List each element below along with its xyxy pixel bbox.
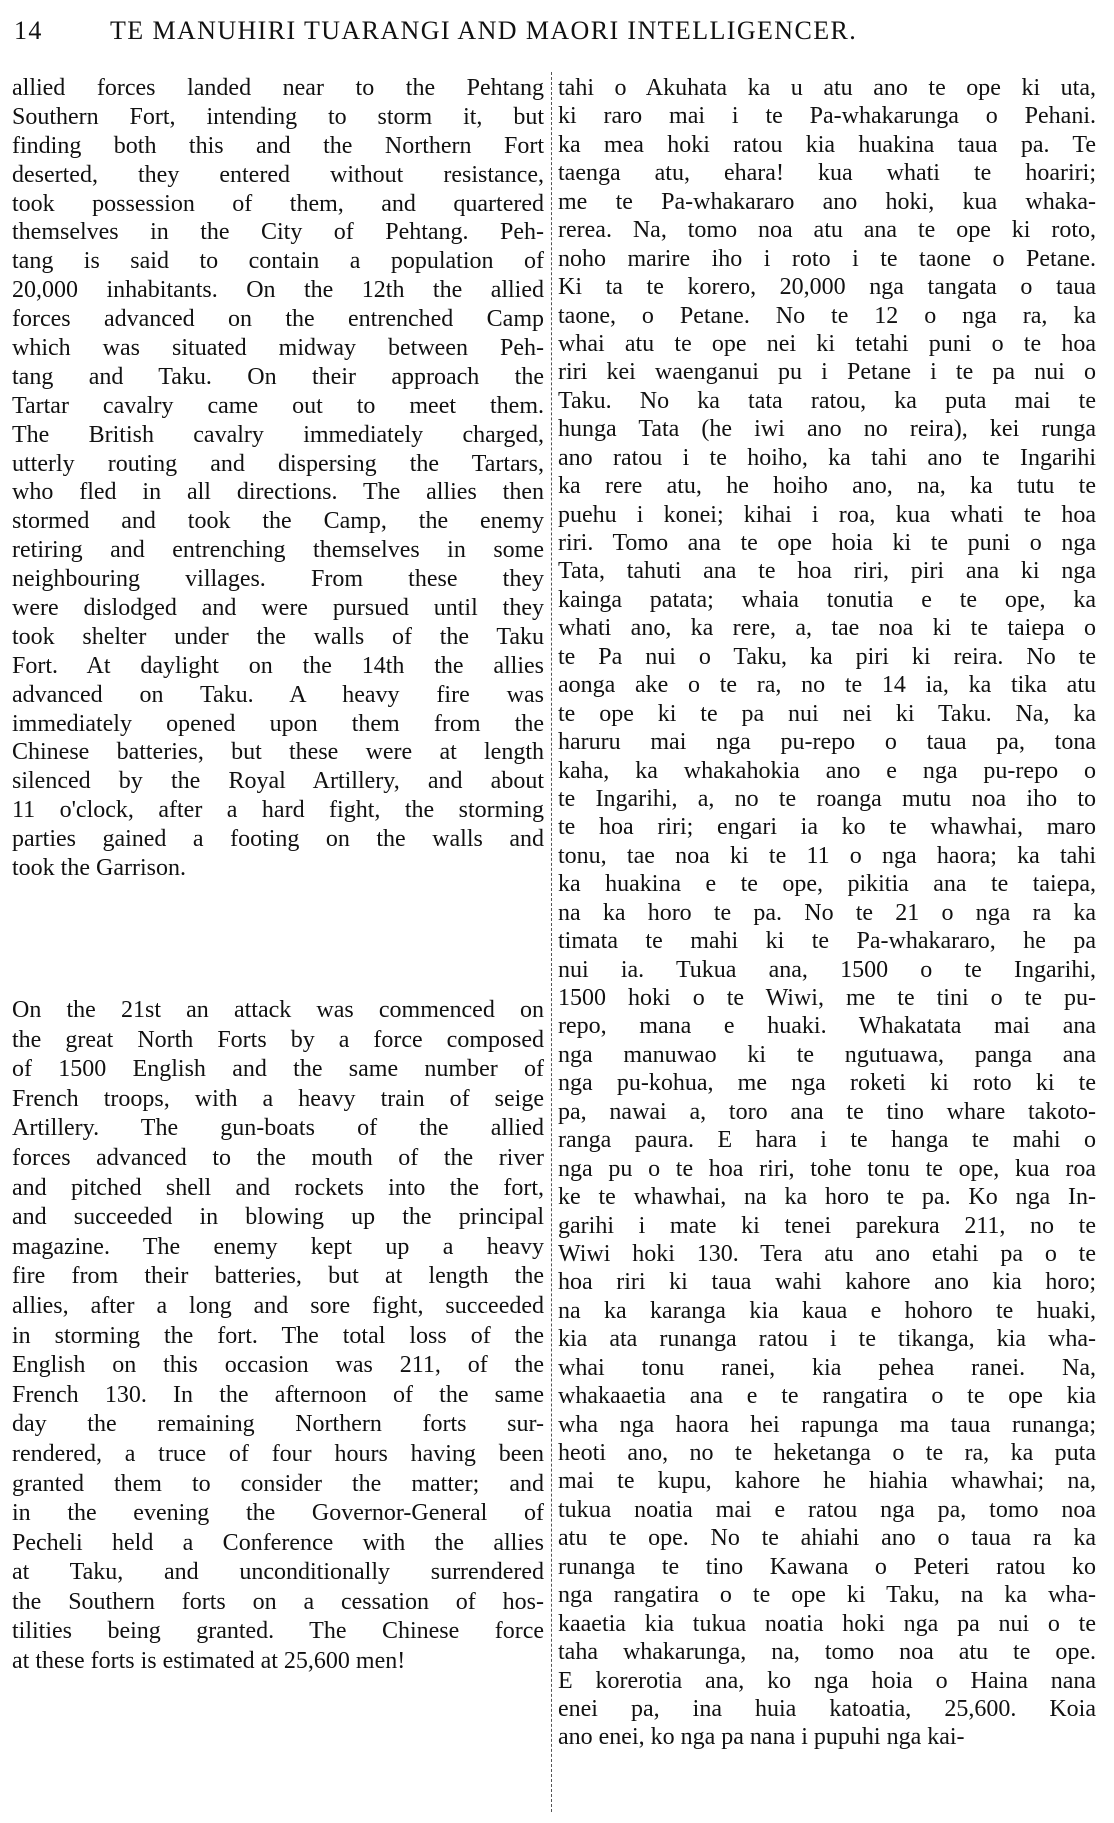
text-line: kia ata runanga ratou i te tikanga, kia wha- bbox=[558, 1326, 1096, 1353]
text-line: taone, o Petane. No te 12 o nga ra, ka bbox=[558, 302, 1096, 329]
text-line: On the 21st an attack was commenced on bbox=[12, 997, 544, 1023]
text-line: Artillery. The gun-boats of the allied bbox=[12, 1115, 544, 1142]
text-line: nga pu-kohua, me nga roketi ki roto ki te bbox=[558, 1070, 1096, 1097]
text-line: Wiwi hoki 130. Tera atu ano etahi pa o te bbox=[558, 1240, 1096, 1267]
text-line: te ope ki te pa nui nei ki Taku. Na, ka bbox=[558, 700, 1096, 727]
text-line: repo, mana e huaki. Whakatata mai ana bbox=[558, 1013, 1096, 1040]
english-paragraph-2 bbox=[12, 996, 544, 1677]
text-line: at Taku, and unconditionally surrendered bbox=[12, 1559, 544, 1586]
text-line: timata te mahi ki te Pa-whakararo, he pa bbox=[558, 928, 1096, 955]
text-line: of 1500 English and the same number of bbox=[12, 1056, 544, 1083]
text-line: runanga te tino Kawana o Peteri ratou ko bbox=[558, 1553, 1096, 1580]
text-line: puehu i konei; kihai i roa, kua whati te hoa bbox=[558, 501, 1096, 528]
text-line: allies, after a long and sore fight, succeeded bbox=[12, 1292, 544, 1319]
text-line: which was situated midway between Peh- bbox=[12, 335, 544, 362]
text-line: ano ratou i te hoiho, ka tahi ano te Ingarihi bbox=[558, 444, 1096, 471]
text-line: the Southern forts on a cessation of hos- bbox=[12, 1588, 544, 1615]
text-line: and pitched shell and rockets into the fort, bbox=[12, 1174, 544, 1201]
text-line: deserted, they entered without resistance, bbox=[12, 161, 544, 188]
text-line: English on this occasion was 211, of the bbox=[12, 1352, 544, 1379]
text-line: na ka horo te pa. No te 21 o nga ra ka bbox=[558, 899, 1096, 926]
text-line: French troops, with a heavy train of seige bbox=[12, 1085, 544, 1112]
english-paragraph-1 bbox=[12, 74, 544, 883]
text-line: Taku. No ka tata ratou, ka puta mai te bbox=[558, 387, 1096, 414]
text-line: advanced on Taku. A heavy fire was bbox=[12, 681, 544, 708]
text-line: nui ia. Tukua ana, 1500 o te Ingarihi, bbox=[558, 956, 1096, 983]
text-line: themselves in the City of Pehtang. Peh- bbox=[12, 219, 544, 246]
text-line: ano enei, ko nga pa nana i pupuhi nga kai- bbox=[558, 1724, 965, 1751]
text-line: 1500 hoki o te Wiwi, me te tini o te pu- bbox=[558, 985, 1096, 1011]
text-line: Tata, tahuti ana te hoa riri, piri ana ki nga bbox=[558, 558, 1096, 585]
text-line: tang is said to contain a population of bbox=[12, 248, 544, 275]
text-line: heoti ano, no te heketanga o te ra, ka puta bbox=[558, 1440, 1096, 1466]
text-line: riri. Tomo ana te ope hoia ki te puni o nga bbox=[558, 530, 1096, 556]
text-line: kaha, ka whakahokia ano e nga pu-repo o bbox=[558, 757, 1096, 784]
text-line: tonu, tae noa ki te 11 o nga haora; ka tahi bbox=[558, 842, 1096, 869]
text-line: whai tonu ranei, kia pehea ranei. Na, bbox=[558, 1354, 1096, 1381]
text-line: 20,000 inhabitants. On the 12th the allied bbox=[12, 277, 544, 304]
text-line: in storming the fort. The total loss of the bbox=[12, 1322, 544, 1349]
text-line: forces advanced on the entrenched Camp bbox=[12, 306, 544, 333]
text-line: immediately opened upon them from the bbox=[12, 710, 544, 737]
text-line: enei pa, ina huia katoatia, 25,600. Koia bbox=[558, 1695, 1096, 1722]
text-line: forces advanced to the mouth of the river bbox=[12, 1144, 544, 1171]
text-line: whai atu te ope nei ki tetahi puni o te hoa bbox=[558, 330, 1096, 357]
text-line: wha nga haora hei rapunga ma taua runanga; bbox=[558, 1411, 1096, 1438]
text-line: and succeeded in blowing up the principal bbox=[12, 1204, 544, 1231]
text-line: garihi i mate ki tenei parekura 211, no te bbox=[558, 1212, 1096, 1239]
text-line: took possession of them, and quartered bbox=[12, 190, 544, 217]
text-line: The British cavalry immediately charged, bbox=[12, 421, 544, 448]
text-line: riri kei waenganui pu i Petane i te pa nui o bbox=[558, 359, 1096, 386]
text-line: magazine. The enemy kept up a heavy bbox=[12, 1233, 544, 1260]
text-line: parties gained a footing on the walls and bbox=[12, 826, 544, 853]
text-line: te Ingarihi, a, no te roanga mutu noa iho to bbox=[558, 785, 1096, 812]
text-line: whati ano, ka rere, a, tae noa ki te taiepa o bbox=[558, 615, 1096, 642]
text-line: took the Garrison. bbox=[12, 855, 186, 882]
maori-column bbox=[558, 74, 1096, 1752]
text-line: rendered, a truce of four hours having been bbox=[12, 1440, 544, 1467]
text-line: ki raro mai i te Pa-whakarunga o Pehani. bbox=[558, 103, 1096, 130]
text-line: noho marire iho i roto i te taone o Petane. bbox=[558, 245, 1096, 272]
text-line: rerea. Na, tomo noa atu ana te ope ki roto, bbox=[558, 217, 1096, 244]
text-line: tang and Taku. On their approach the bbox=[12, 363, 544, 390]
text-line: haruru mai nga pu-repo o taua pa, tona bbox=[558, 729, 1096, 756]
text-line: hunga Tata (he iwi ano no reira), kei runga bbox=[558, 416, 1096, 443]
text-line: nga pu o te hoa riri, tohe tonu te ope, kua roa bbox=[558, 1155, 1096, 1182]
text-line: E korerotia ana, ko nga hoia o Haina nana bbox=[558, 1667, 1096, 1694]
text-line: Tartar cavalry came out to meet them. bbox=[12, 392, 544, 419]
text-line: retiring and entrenching themselves in some bbox=[12, 537, 544, 564]
text-line: Fort. At daylight on the 14th the allies bbox=[12, 652, 544, 679]
text-line: atu te ope. No te ahiahi ano o taua ra ka bbox=[558, 1525, 1096, 1552]
newspaper-title: TE MANUHIRI TUARANGI AND MAORI INTELLIGENCER. bbox=[110, 16, 858, 45]
text-line: silenced by the Royal Artillery, and about bbox=[12, 768, 544, 795]
text-line: granted them to consider the matter; and bbox=[12, 1470, 544, 1497]
text-line: na ka karanga kia kaua e hohoro te huaki, bbox=[558, 1297, 1096, 1324]
text-line: te hoa riri; engari ia ko te whawhai, maro bbox=[558, 814, 1096, 841]
text-line: tahi o Akuhata ka u atu ano te ope ki uta, bbox=[558, 75, 1096, 101]
text-line: tukua noatia mai e ratou nga pa, tomo noa bbox=[558, 1496, 1096, 1523]
text-line: me te Pa-whakararo ano hoki, kua whaka- bbox=[558, 188, 1096, 215]
text-line: were dislodged and were pursued until they bbox=[12, 595, 544, 622]
text-line: finding both this and the Northern Fort bbox=[12, 132, 544, 159]
text-line: fire from their batteries, but at length the bbox=[12, 1263, 544, 1290]
column-divider bbox=[551, 72, 552, 1812]
text-line: nga manuwao ki te ngutuawa, panga ana bbox=[558, 1041, 1096, 1068]
text-line: ka rere atu, he hoiho ano, na, ka tutu te bbox=[558, 473, 1096, 500]
text-line: Ki ta te korero, 20,000 nga tangata o taua bbox=[558, 274, 1096, 301]
text-line: ranga paura. E hara i te hanga te mahi o bbox=[558, 1127, 1096, 1154]
text-line: in the evening the Governor-General of bbox=[12, 1500, 544, 1527]
text-line: Chinese batteries, but these were at length bbox=[12, 739, 544, 766]
text-line: who fled in all directions. The allies then bbox=[12, 479, 544, 506]
text-line: whakaaetia ana e te rangatira o te ope kia bbox=[558, 1383, 1096, 1410]
text-line: kaaetia kia tukua noatia hoki nga pa nui o te bbox=[558, 1610, 1096, 1637]
text-line: ka huakina e te ope, pikitia ana te taiepa, bbox=[558, 871, 1096, 898]
page-header bbox=[14, 8, 1100, 48]
text-line: aonga ake o te ra, no te 14 ia, ka tika atu bbox=[558, 672, 1096, 699]
text-line: Southern Fort, intending to storm it, but bbox=[12, 103, 544, 130]
text-line: pa, nawai a, toro ana te tino whare takoto- bbox=[558, 1098, 1096, 1125]
text-line: te Pa nui o Taku, ka piri ki reira. No te bbox=[558, 643, 1096, 670]
text-line: kainga patata; whaia tonutia e te ope, ka bbox=[558, 586, 1096, 613]
text-line: nga rangatira o te ope ki Taku, na ka wha- bbox=[558, 1582, 1096, 1609]
text-line: allied forces landed near to the Pehtang bbox=[12, 75, 544, 101]
text-line: stormed and took the Camp, the enemy bbox=[12, 508, 544, 535]
text-line: day the remaining Northern forts sur- bbox=[12, 1411, 544, 1438]
text-line: utterly routing and dispersing the Tartars, bbox=[12, 450, 544, 477]
text-line: mai te kupu, kahore he hiahia whawhai; na, bbox=[558, 1468, 1096, 1495]
text-line: hoa riri ki taua wahi kahore ano kia horo; bbox=[558, 1269, 1096, 1296]
text-line: at these forts is estimated at 25,600 men! bbox=[12, 1648, 406, 1675]
text-line: the great North Forts by a force composed bbox=[12, 1026, 544, 1053]
text-line: tilities being granted. The Chinese force bbox=[12, 1618, 544, 1645]
text-line: taha whakarunga, na, tomo noa atu te ope. bbox=[558, 1639, 1096, 1666]
text-line: taenga atu, ehara! kua whati te hoariri; bbox=[558, 160, 1096, 187]
page-number: 14 bbox=[14, 16, 43, 45]
text-line: ke te whawhai, na ka horo te pa. Ko nga In- bbox=[558, 1184, 1096, 1211]
text-line: took shelter under the walls of the Taku bbox=[12, 623, 544, 650]
text-line: neighbouring villages. From these they bbox=[12, 566, 544, 593]
text-line: Pecheli held a Conference with the allies bbox=[12, 1529, 544, 1556]
text-line: ka mea hoki ratou kia huakina taua pa. Te bbox=[558, 131, 1096, 158]
text-line: 11 o'clock, after a hard fight, the storming bbox=[12, 797, 544, 824]
text-line: French 130. In the afternoon of the same bbox=[12, 1381, 544, 1408]
